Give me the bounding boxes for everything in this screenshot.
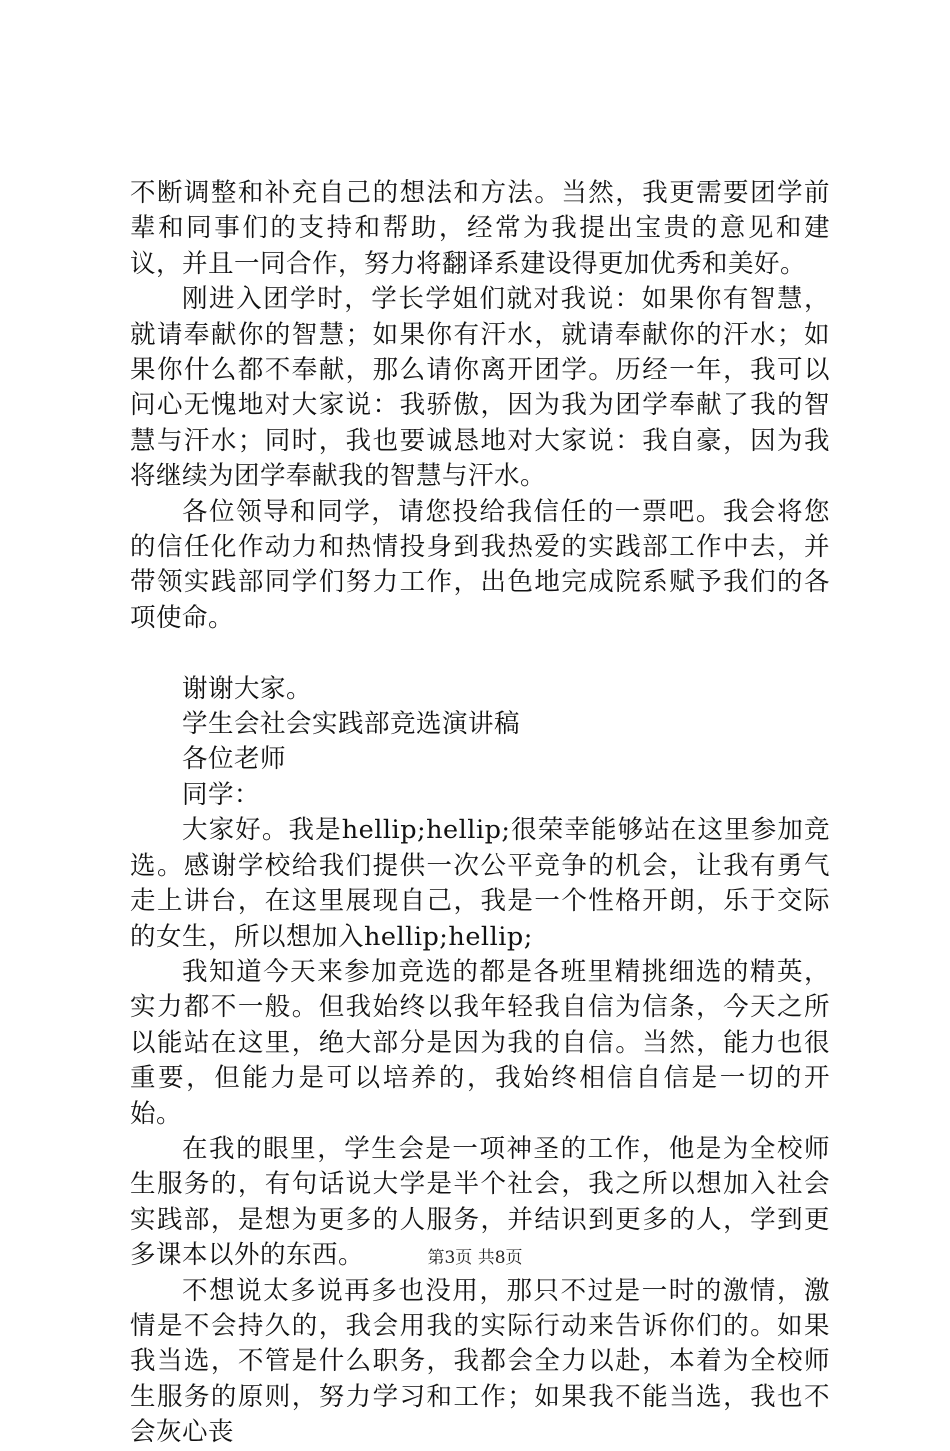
speech-title: 学生会社会实践部竞选演讲稿 — [182, 709, 521, 740]
paragraph: 大家好。我是hellip;hellip;很荣幸能够站在这里参加竞选。感谢学校给我们提供一次公平竞争的机会，让我有勇气走上讲台，在这里展现自己，我是一个性格开朗，乐于交际的女生，所以想加入hellip;hellip; — [130, 815, 830, 952]
blank-line — [130, 636, 830, 671]
salutation: 各位老师 — [182, 744, 287, 775]
paragraph: 各位领导和同学，请您投给我信任的一票吧。我会将您的信任化作动力和热情投身到我热爱的实践部工作中去，并带领实践部同学们努力工作，出色地完成院系赋予我们的各项使命。 — [130, 496, 830, 633]
salutation: 同学： — [182, 779, 261, 810]
closing-line: 谢谢大家。 — [182, 673, 313, 704]
paragraph: 刚进入团学时，学长学姐们就对我说：如果你有智慧，就请奉献你的智慧；如果你有汗水，就请奉献你的汗水；如果你什么都不奉献，那么请你离开团学。历经一年，我可以问心无愧地对大家说：我骄傲，因为我为团学奉献了我的智慧与汗水；同时，我也要诚恳地对大家说：我自豪，因为我将继续为团学奉献我的智慧与汗水。 — [130, 284, 830, 492]
paragraph: 不想说太多说再多也没用，那只不过是一时的激情，激情是不会持久的，我会用我的实际行动来告诉你们的。如果我当选，不管是什么职务，我都会全力以赴，本着为全校师生服务的原则，努力学习和工作；如果我不能当选，我也不会灰心丧 — [130, 1275, 830, 1448]
paragraph: 在我的眼里，学生会是一项神圣的工作，他是为全校师生服务的，有句话说大学是半个社会，我之所以想加入社会实践部，是想为更多的人服务，并结识到更多的人，学到更多课本以外的东西。 — [130, 1133, 830, 1271]
paragraph: 我知道今天来参加竞选的都是各班里精挑细选的精英，实力都不一般。但我始终以我年轻我自信为信条，今天之所以能站在这里，绝大部分是因为我的自信。当然，能力也很重要，但能力是可以培养的，我始终相信自信是一切的开始。 — [130, 956, 830, 1129]
page-number: 第3页 共8页 — [427, 1248, 523, 1268]
paragraph: 不断调整和补充自己的想法和方法。当然，我更需要团学前辈和同事们的支持和帮助，经常为我提出宝贵的意见和建议，并且一同合作，努力将翻译系建设得更加优秀和美好。 — [130, 178, 830, 279]
